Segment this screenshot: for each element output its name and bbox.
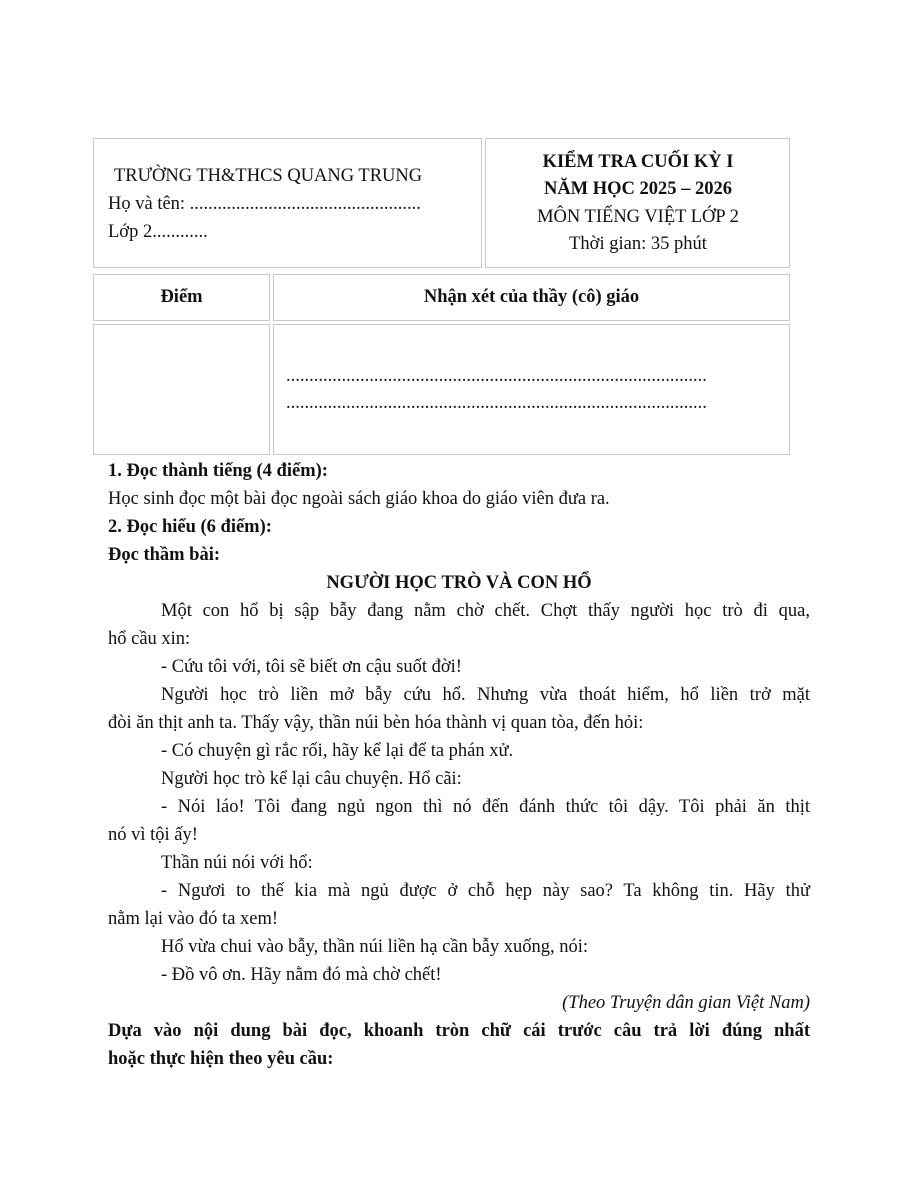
story-source: (Theo Truyện dân gian Việt Nam) bbox=[562, 993, 810, 1013]
comment-line-1: ........................................................................................... bbox=[286, 366, 707, 386]
story-line: Người học trò liền mở bẫy cứu hổ. Nhưng vừa thoát hiểm, hổ liền trở mặt bbox=[161, 685, 810, 705]
section1-text: Học sinh đọc một bài đọc ngoài sách giáo khoa do giáo viên đưa ra. bbox=[108, 489, 610, 509]
story-line: Hổ vừa chui vào bẫy, thần núi liền hạ cần bẫy xuống, nói: bbox=[161, 937, 589, 957]
section1-heading: 1. Đọc thành tiếng (4 điểm): bbox=[108, 461, 328, 481]
instruction-line-1: Dựa vào nội dung bài đọc, khoanh tròn chữ cái trước câu trả lời đúng nhất bbox=[108, 1021, 810, 1041]
story-line: - Có chuyện gì rắc rối, hãy kể lại để ta phán xử. bbox=[161, 741, 514, 761]
story-line: Người học trò kể lại câu chuyện. Hổ cãi: bbox=[161, 769, 462, 789]
student-name-line: Họ và tên: .................................................. bbox=[108, 194, 421, 214]
comment-line-2: ........................................................................................... bbox=[286, 393, 707, 413]
school-name: TRƯỜNG TH&THCS QUANG TRUNG bbox=[114, 166, 423, 186]
story-line: hổ cầu xin: bbox=[108, 629, 191, 649]
story-line: đòi ăn thịt anh ta. Thấy vậy, thần núi bèn hóa thành vị quan tòa, đến hỏi: bbox=[108, 713, 644, 733]
instruction-line-2: hoặc thực hiện theo yêu cầu: bbox=[108, 1049, 334, 1069]
story-line: - Ngươi to thế kia mà ngủ được ở chỗ hẹp này sao? Ta không tin. Hãy thử bbox=[161, 881, 810, 901]
section2-subheading: Đọc thầm bài: bbox=[108, 545, 221, 565]
class-line: Lớp 2............ bbox=[108, 222, 208, 242]
story-line: Một con hổ bị sập bẫy đang nằm chờ chết. Chợt thấy người học trò đi qua, bbox=[161, 601, 810, 621]
section2-heading: 2. Đọc hiểu (6 điểm): bbox=[108, 517, 272, 537]
comment-header: Nhận xét của thầy (cô) giáo bbox=[423, 287, 640, 307]
story-line: - Cứu tôi với, tôi sẽ biết ơn cậu suốt đời! bbox=[161, 657, 462, 677]
story-title: NGƯỜI HỌC TRÒ VÀ CON HỔ bbox=[326, 573, 592, 593]
exam-title: KIỂM TRA CUỐI KỲ I bbox=[542, 152, 734, 172]
score-cell bbox=[93, 324, 270, 455]
story-line: - Đồ vô ơn. Hãy nằm đó mà chờ chết! bbox=[161, 965, 442, 985]
school-year: NĂM HỌC 2025 – 2026 bbox=[543, 179, 733, 199]
comment-cell bbox=[273, 324, 790, 455]
story-line: nó vì tội ấy! bbox=[108, 825, 198, 845]
score-header: Điểm bbox=[160, 287, 203, 307]
exam-time: Thời gian: 35 phút bbox=[569, 234, 707, 254]
subject: MÔN TIẾNG VIỆT LỚP 2 bbox=[537, 207, 739, 227]
story-line: - Nói láo! Tôi đang ngủ ngon thì nó đến đánh thức tôi dậy. Tôi phải ăn thịt bbox=[161, 797, 810, 817]
story-line: Thần núi nói với hổ: bbox=[161, 853, 313, 873]
story-line: nằm lại vào đó ta xem! bbox=[108, 909, 279, 929]
